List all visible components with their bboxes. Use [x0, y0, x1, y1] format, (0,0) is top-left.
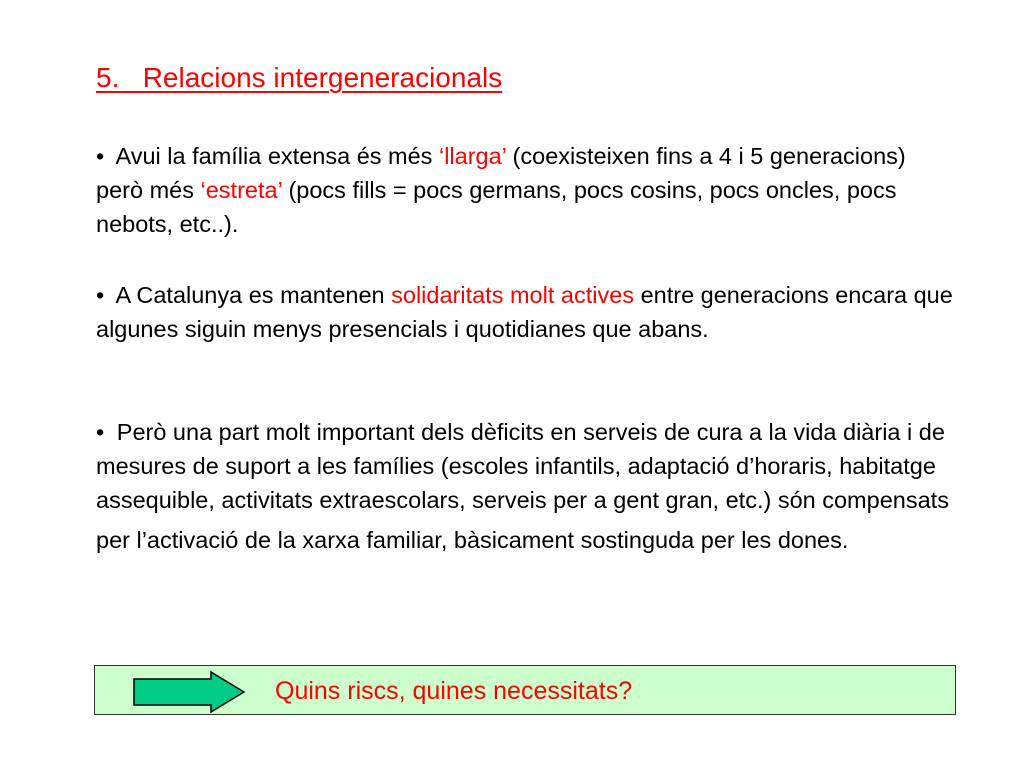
- paragraph-text: (coexisteixen fins a 4 i 5 generacions) però més: [96, 143, 906, 203]
- arrow-shape: [134, 672, 244, 712]
- paragraph-text: Avui la família extensa és més: [115, 143, 439, 169]
- paragraph-family-extension: [96, 139, 956, 241]
- slide-title: 5. Relacions intergeneracionals: [96, 62, 503, 93]
- question-box: [94, 665, 956, 715]
- paragraph-text: A Catalunya es mantenen: [115, 282, 392, 308]
- highlight-solidaritats: solidaritats molt actives: [391, 282, 635, 308]
- bullet-marker: •: [96, 143, 105, 169]
- paragraph-text: entre generacions encara que algunes siguin menys presencials i quotidianes que abans.: [96, 282, 953, 342]
- bullet-marker: •: [96, 282, 105, 308]
- paragraph-care-deficits: [96, 415, 956, 557]
- paragraph-text: Però una part molt important dels dèficits en serveis de cura a la vida diària i de mesures de suport a les famílies (escoles infantils, adaptació d’horaris, habitatge assequible, activitats extraescolars, serveis per a gent gran, etc.) són compensats per l’activació de la: [96, 419, 949, 553]
- paragraph-text: (pocs fills = pocs germans, pocs cosins, pocs oncles, pocs nebots, etc..).: [96, 177, 897, 237]
- right-arrow-icon: [133, 671, 245, 713]
- paragraph-last-line: xarxa familiar, bàsicament sostinguda per les dones.: [302, 527, 849, 553]
- paragraph-catalonia-solidarity: [96, 278, 956, 346]
- highlight-estreta: ‘estreta’: [200, 177, 282, 203]
- bullet-marker: •: [96, 419, 105, 445]
- highlight-llarga: ‘llarga’: [438, 143, 507, 169]
- question-text: Quins riscs, quines necessitats?: [275, 677, 633, 705]
